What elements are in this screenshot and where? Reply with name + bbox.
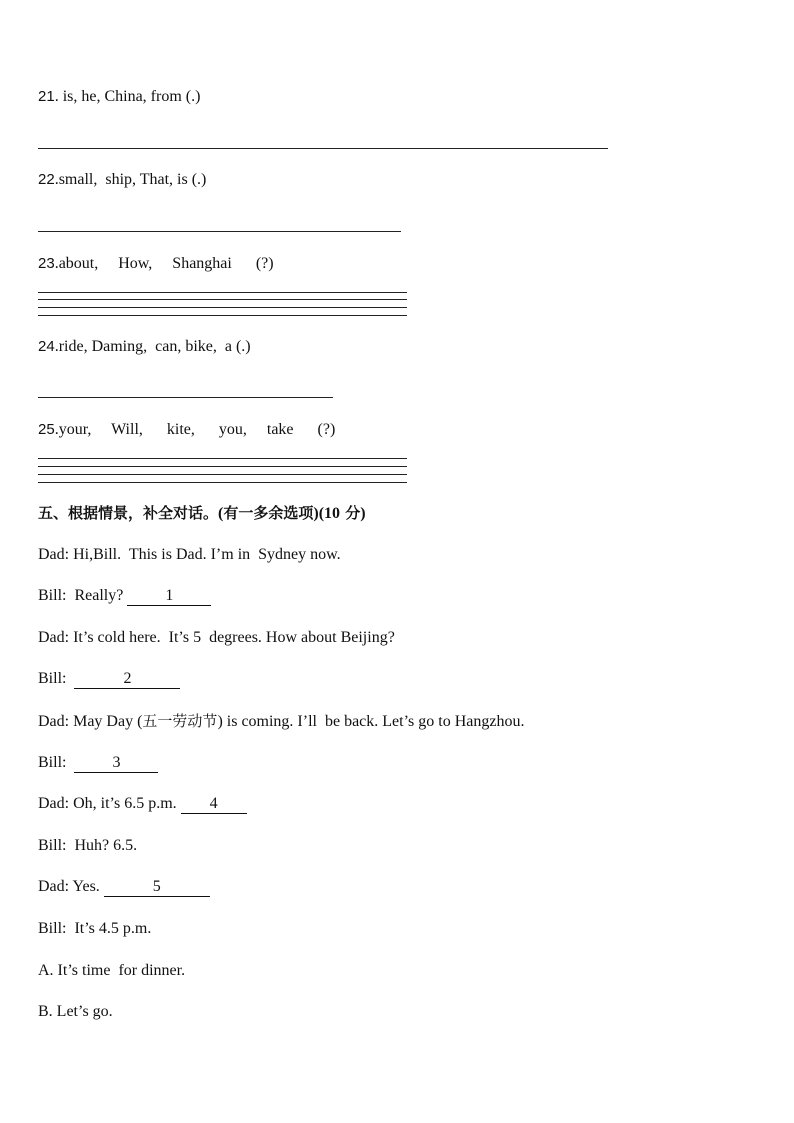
- option-b: B. Let’s go.: [38, 1003, 113, 1020]
- answer-line[interactable]: [38, 458, 407, 459]
- question-number: 23: [38, 255, 55, 272]
- dialogue-text: Bill: Really?: [38, 587, 128, 604]
- answer-line[interactable]: [38, 466, 407, 467]
- points-unit: 分: [340, 504, 361, 522]
- question-23: [38, 254, 274, 274]
- question-words: .small, ship, That, is (.): [54, 171, 207, 188]
- answer-line[interactable]: [38, 307, 407, 308]
- question-number: 24: [38, 338, 55, 355]
- dialogue-line-10: Bill: It’s 4.5 p.m.: [38, 920, 152, 937]
- option-a: A. It’s time for dinner.: [38, 962, 186, 979]
- question-words: .ride, Daming, can, bike, a (.): [54, 338, 251, 355]
- question-24: [38, 337, 251, 357]
- blank-4[interactable]: 4: [181, 795, 247, 814]
- answer-line[interactable]: [38, 397, 333, 398]
- dialogue-text: ) is coming. I’ll be back. Let’s go to Hangzhou.: [217, 713, 525, 730]
- blank-2[interactable]: 2: [74, 670, 180, 689]
- answer-line[interactable]: [38, 299, 407, 300]
- section-points: 10: [324, 505, 341, 522]
- blank-3[interactable]: 3: [74, 754, 158, 773]
- question-25: [38, 420, 335, 440]
- dialogue-line-1: Dad: Hi,Bill. This is Dad. I’m in Sydney now.: [38, 546, 341, 563]
- section-note: 有一多余选项: [223, 504, 314, 522]
- dialogue-line-8: Bill: Huh? 6.5.: [38, 837, 138, 854]
- dialogue-text: Bill:: [38, 670, 75, 687]
- question-words: .your, Will, kite, you, take (?): [54, 421, 336, 438]
- question-21: [38, 87, 200, 107]
- dialogue-line-5: [38, 711, 524, 732]
- question-22: [38, 170, 206, 190]
- answer-line[interactable]: [38, 482, 407, 483]
- dialogue-line-2: [38, 586, 211, 606]
- paren: (: [218, 505, 224, 522]
- answer-line[interactable]: [38, 292, 407, 293]
- blank-1[interactable]: 1: [127, 587, 211, 606]
- dialogue-text: Bill:: [38, 754, 75, 771]
- dialogue-line-9: [38, 877, 210, 897]
- dialogue-text: Dad: Yes.: [38, 878, 104, 895]
- dialogue-line-3: Dad: It’s cold here. It’s 5 degrees. How about Beijing?: [38, 629, 395, 646]
- question-words: .about, How, Shanghai (?): [54, 255, 274, 272]
- paren: )(: [313, 505, 325, 522]
- answer-line[interactable]: [38, 315, 407, 316]
- dialogue-line-6: [38, 753, 158, 773]
- answer-line[interactable]: [38, 231, 401, 232]
- question-number: 21: [38, 88, 55, 105]
- answer-line[interactable]: [38, 148, 608, 149]
- dialogue-line-4: [38, 669, 180, 689]
- blank-5[interactable]: 5: [104, 878, 210, 897]
- dialogue-text: Dad: May Day (: [38, 713, 143, 730]
- answer-line[interactable]: [38, 474, 407, 475]
- dialogue-text: Dad: Oh, it’s 6.5 p.m.: [38, 795, 181, 812]
- dialogue-line-7: [38, 794, 247, 814]
- dialogue-cn-text: 五一劳动节: [142, 712, 218, 730]
- paren: ): [360, 505, 366, 522]
- question-number: 25: [38, 421, 55, 438]
- section-heading: [38, 503, 366, 524]
- question-words: . is, he, China, from (.): [54, 88, 201, 105]
- section-title: 五、根据情景，补全对话。: [38, 504, 219, 522]
- question-number: 22: [38, 171, 55, 188]
